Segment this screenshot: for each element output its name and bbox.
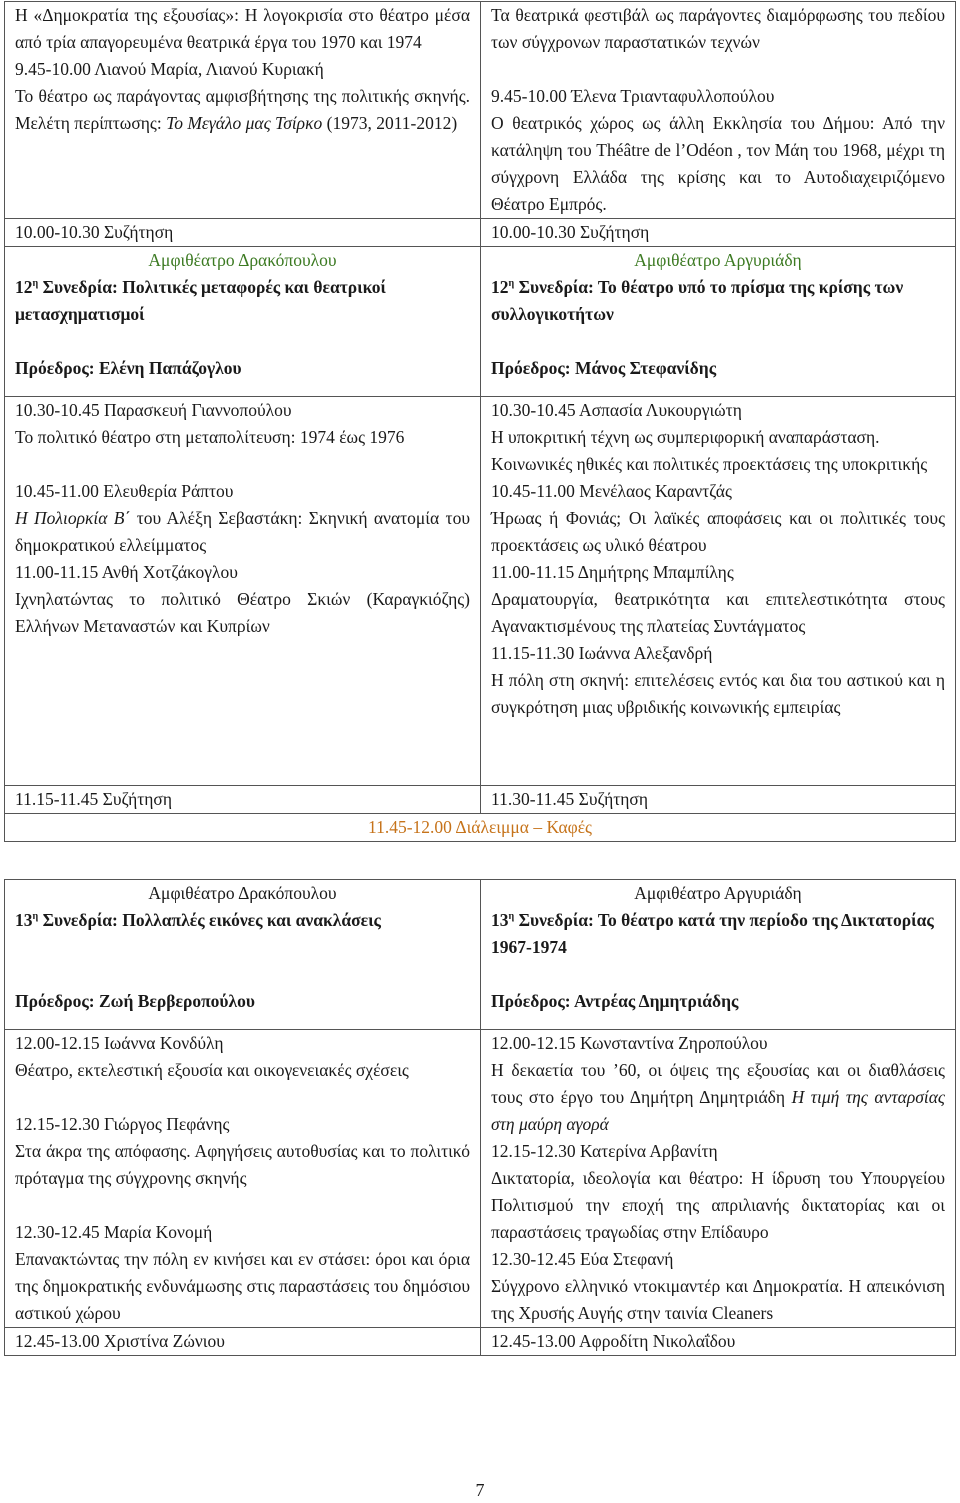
discussion-cell: 11.15-11.45 Συζήτηση	[5, 786, 481, 814]
talk-time-speaker: 12.15-12.30 Γιώργος Πεφάνης	[15, 1114, 230, 1134]
break-cell	[5, 814, 956, 842]
talk-time-speaker: 9.45-10.00 Έλενα Τριανταφυλλοπούλου	[491, 86, 775, 106]
session-title	[15, 274, 470, 328]
talks-cell	[5, 397, 481, 786]
session-title-text: Συνεδρία: Το θέατρο υπό το πρίσμα της κρίσης των συλλογικοτήτων	[491, 277, 904, 324]
session-number: 13	[15, 910, 33, 930]
spacer	[491, 961, 945, 988]
talk-title: Σύγχρονο ελληνικό ντοκιμαντέρ και Δημοκρατία. Η απεικόνιση της Χρυσής Αυγής στην ταινία Cleaners	[491, 1276, 945, 1323]
session-header-cell	[5, 880, 481, 1030]
session-header-cell	[481, 247, 956, 397]
talk-title-italic: Η Πολιορκία Β΄	[15, 508, 131, 528]
spacer	[15, 1015, 470, 1029]
session-ordinal: η	[32, 278, 39, 290]
talk-time-speaker: 12.00-12.15 Ιωάννα Κονδύλη	[15, 1033, 224, 1053]
session-title	[491, 907, 945, 961]
talk-title-rest: του Αλέξη Σεβαστάκη: Σκηνική ανατομία του δημοκρατικού ελλείμματος	[15, 508, 470, 555]
table-row	[5, 1030, 956, 1328]
talks-cell	[481, 397, 956, 786]
break-label: Διάλειμμα – Καφές	[455, 817, 592, 837]
venue-name: Αμφιθέατρο Δρακόπουλου	[148, 883, 337, 903]
talk-title	[15, 505, 470, 559]
talk-title: Δικτατορία, ιδεολογία και θέατρο: Η ίδρυση του Υπουργείου Πολιτισμού την εποχή της απριλιανής δικτατορίας και οι παραστάσεις τραγωδίας στην Επίδαυρο	[491, 1168, 945, 1242]
talks-cell	[5, 1030, 481, 1328]
session-chair: Πρόεδρος: Ελένη Παπάζογλου	[15, 358, 242, 378]
left-cell	[5, 2, 481, 219]
last-talk-cell: 12.45-13.00 Αφροδίτη Νικολαΐδου	[481, 1328, 956, 1356]
schedule-table-lower	[4, 879, 956, 1356]
session-header-cell	[5, 247, 481, 397]
session-title	[15, 907, 470, 934]
talk-time-speaker: 10.30-10.45 Παρασκευή Γιαννοπούλου	[15, 400, 292, 420]
talk-time-speaker: 10.45-11.00 Μενέλαος Καραντζάς	[491, 481, 732, 501]
talk-time-speaker: 12.15-12.30 Κατερίνα Αρβανίτη	[491, 1141, 718, 1161]
talk-title: Τα θεατρικά φεστιβάλ ως παράγοντες διαμόρφωσης του πεδίου των σύγχρονων παραστατικών τεχνών	[491, 5, 945, 52]
talk-title: Η υποκριτική τέχνη ως συμπεριφορική αναπαράσταση. Κοινωνικές ηθικές και πολιτικές προεκτάσεις της υποκριτικής	[491, 427, 928, 474]
session-chair: Πρόεδρος: Αντρέας Δημητριάδης	[491, 991, 739, 1011]
talk-time-speaker: 12.30-12.45 Μαρία Κονομή	[15, 1222, 213, 1242]
table-row	[5, 1328, 956, 1356]
venue-name: Αμφιθέατρο Δρακόπουλου	[148, 250, 337, 270]
last-talk-cell: 12.45-13.00 Χριστίνα Ζώνιου	[5, 1328, 481, 1356]
table-row	[5, 219, 956, 247]
spacer	[15, 1192, 470, 1219]
talk-time-speaker: 11.15-11.30 Ιωάννα Αλεξανδρή	[491, 643, 713, 663]
talk-title-italic: Το Μεγάλο μας Τσίρκο	[166, 113, 323, 133]
schedule-table-upper	[4, 1, 956, 842]
talk-title	[491, 1057, 945, 1138]
right-cell	[481, 2, 956, 219]
talk-title: Ο θεατρικός χώρος ως άλλη Εκκλησία του Δήμου: Από την κατάληψη του Théâtre de l’Odéon , τον Μάη του 1968, μέχρι τη σύγχρονη Ελλάδα της κρίσης και το Αυτοδιαχειριζόμενο Θέατρο Εμπρός.	[491, 113, 945, 214]
talk-time-speaker: 10.45-11.00 Ελευθερία Ράπτου	[15, 481, 234, 501]
discussion-cell: 10.00-10.30 Συζήτηση	[5, 219, 481, 247]
session-header-cell	[481, 880, 956, 1030]
table-row	[5, 786, 956, 814]
spacer	[491, 328, 945, 355]
talk-title: Το πολιτικό θέατρο στη μεταπολίτευση: 1974 έως 1976	[15, 427, 405, 447]
talk-title-italic: Η τιμή της ανταρσίας στη μαύρη αγορά	[491, 1087, 945, 1134]
talk-title: Θέατρο, εκτελεστική εξουσία και οικογενειακές σχέσεις	[15, 1060, 409, 1080]
table-row	[5, 2, 956, 219]
talk-title: Ήρωας ή Φονιάς; Οι λαϊκές αποφάσεις και οι πολιτικές τους προεκτάσεις ως υλικό θέατρου	[491, 508, 945, 555]
talk-title: Η «Δημοκρατία της εξουσίας»: Η λογοκρισία στο θέατρο μέσα από τρία απαγορευμένα θεατρικά έργα του 1970 και 1974	[15, 5, 470, 52]
talk-title: Δραματουργία, θεατρικότητα και επιτελεστικότητα στους Αγανακτισμένους της πλατείας Συντάγματος	[491, 589, 945, 636]
talk-title: Ιχνηλατώντας το πολιτικό Θέατρο Σκιών (Καραγκιόζης) Ελλήνων Μεταναστών και Κυπρίων	[15, 589, 470, 636]
session-ordinal: η	[32, 911, 39, 923]
session-chair: Πρόεδρος: Ζωή Βερβεροπούλου	[15, 991, 255, 1011]
talk-title: Η πόλη στη σκηνή: επιτελέσεις εντός και δια του αστικού και η συγκρότηση μιας υβριδικής κοινωνικής εμπειρίας	[491, 670, 945, 717]
session-number: 13	[491, 910, 509, 930]
discussion-cell: 10.00-10.30 Συζήτηση	[481, 219, 956, 247]
spacer	[15, 934, 470, 961]
talk-title	[15, 83, 470, 137]
talk-time-speaker: 11.00-11.15 Δημήτρης Μπαμπίλης	[491, 562, 734, 582]
page-number: 7	[475, 1480, 485, 1500]
talk-time-speaker: 12.30-12.45 Εύα Στεφανή	[491, 1249, 674, 1269]
session-title-text: Συνεδρία: Το θέατρο κατά την περίοδο της Δικτατορίας 1967-1974	[491, 910, 934, 957]
talk-time-speaker: 10.30-10.45 Ασπασία Λυκουργιώτη	[491, 400, 742, 420]
discussion-cell: 11.30-11.45 Συζήτηση	[481, 786, 956, 814]
spacer	[15, 382, 470, 396]
talk-time-speaker: 11.00-11.15 Ανθή Χοτζάκογλου	[15, 562, 238, 582]
talk-time-speaker: 12.00-12.15 Κωνσταντίνα Ζηροπούλου	[491, 1033, 768, 1053]
spacer	[15, 451, 470, 478]
talk-title: Στα άκρα της απόφασης. Αφηγήσεις αυτοθυσίας και το πολιτικό πρόταγμα της σύγχρονης σκηνής	[15, 1141, 470, 1188]
session-chair: Πρόεδρος: Μάνος Στεφανίδης	[491, 358, 717, 378]
session-title-text: Συνεδρία: Πολιτικές μεταφορές και θεατρικοί μετασχηματισμοί	[15, 277, 386, 324]
break-time: 11.45-12.00	[368, 817, 456, 837]
spacer	[15, 1084, 470, 1111]
talks-cell	[481, 1030, 956, 1328]
table-row	[5, 397, 956, 786]
talk-title: Επανακτώντας την πόλη εν κινήσει και εν στάσει: όροι και όρια της δημοκρατικής ενδυνάμωσης στις παραστάσεις του δημόσιου αστικού χώρου	[15, 1249, 470, 1323]
spacer	[15, 328, 470, 355]
table-row	[5, 814, 956, 842]
session-title-text: Συνεδρία: Πολλαπλές εικόνες και ανακλάσεις	[38, 910, 381, 930]
spacer	[491, 56, 945, 83]
talk-title-end: (1973, 2011-2012)	[322, 113, 458, 133]
spacer	[15, 961, 470, 988]
session-ordinal: η	[508, 278, 515, 290]
talk-title-plain: Η δεκαετία του ’60, οι όψεις της εξουσίας και οι διαθλάσεις τους στο έργο του Δημήτρη Δημητριάδη	[491, 1060, 945, 1107]
table-row	[5, 880, 956, 1030]
talk-time-speaker: 9.45-10.00 Λιανού Μαρία, Λιανού Κυριακή	[15, 59, 324, 79]
spacer	[491, 1015, 945, 1029]
session-number: 12	[15, 277, 33, 297]
venue-name: Αμφιθέατρο Αργυριάδη	[634, 883, 802, 903]
talk-title-plain: Το θέατρο ως παράγοντας αμφισβήτησης της πολιτικής σκηνής. Μελέτη περίπτωσης:	[15, 86, 470, 133]
session-number: 12	[491, 277, 509, 297]
session-ordinal: η	[508, 911, 515, 923]
session-title	[491, 274, 945, 328]
venue-name: Αμφιθέατρο Αργυριάδη	[634, 250, 802, 270]
table-row	[5, 247, 956, 397]
spacer	[491, 382, 945, 396]
